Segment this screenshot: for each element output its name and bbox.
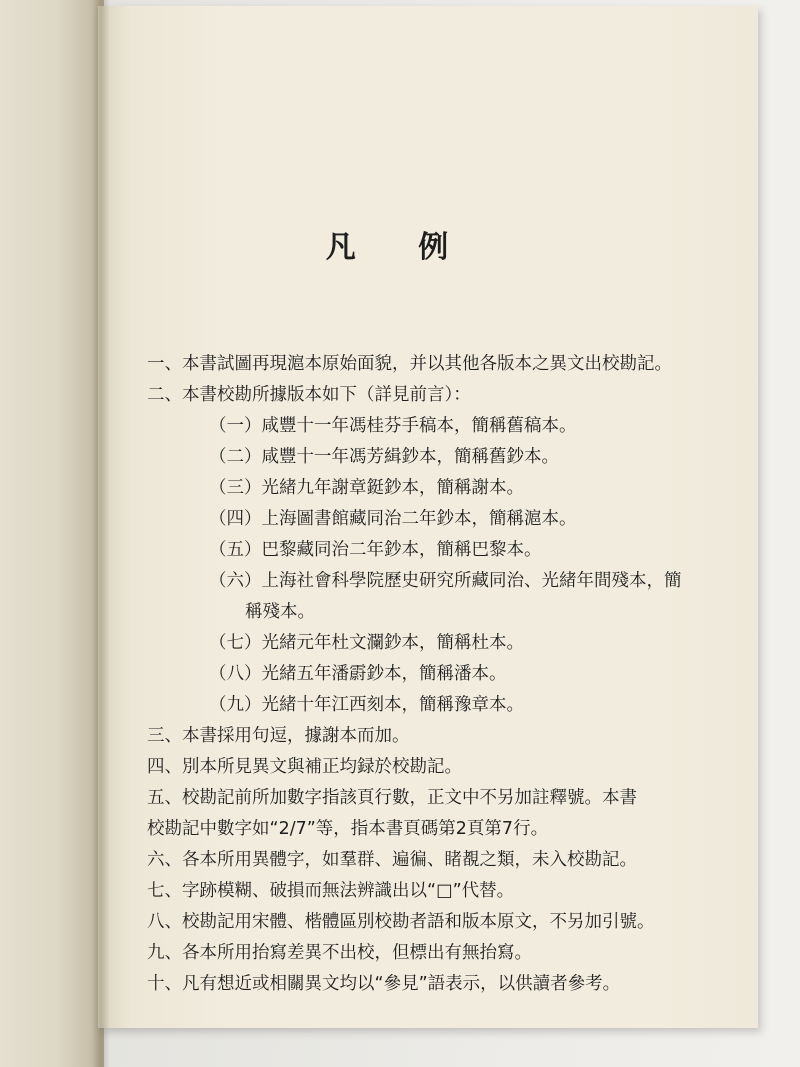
list-item: （六）上海社會科學院歷史研究所藏同治、光緒年間殘本，簡	[209, 571, 682, 591]
list-item: 八、校勘記用宋體、楷體區別校勘者語和版本原文，不另加引號。	[147, 912, 655, 932]
list-item: 一、本書試圖再現滬本原始面貌，并以其他各版本之異文出校勘記。	[147, 354, 672, 374]
list-item-continuation: 校勘記中數字如“2/7”等，指本書頁碼第2頁第7行。	[147, 819, 549, 839]
list-item: 四、別本所見異文與補正均録於校勘記。	[147, 757, 462, 777]
list-item: （七）光緒元年杜文瀾鈔本，簡稱杜本。	[209, 633, 524, 653]
page-title: 凡 例	[325, 230, 475, 265]
left-page-edge	[0, 0, 104, 1067]
list-item: （二）咸豐十一年馮芳緝鈔本，簡稱舊鈔本。	[209, 447, 559, 467]
rules-list	[147, 349, 707, 1000]
list-item: 三、本書採用句逗，據謝本而加。	[147, 726, 410, 746]
list-item: （八）光緒五年潘霨鈔本，簡稱潘本。	[209, 664, 507, 684]
list-item: 二、本書校勘所據版本如下（詳見前言）：	[147, 385, 471, 405]
list-item: 十、凡有想近或相關異文均以“參見”語表示，以供讀者參考。	[147, 974, 621, 994]
list-item: 六、各本所用異體字，如羣群、遍徧、睹覩之類，未入校勘記。	[147, 850, 637, 870]
list-item: 七、字跡模糊、破損而無法辨識出以“□”代替。	[147, 881, 515, 901]
list-item: （一）咸豐十一年馮桂芬手稿本，簡稱舊稿本。	[209, 416, 577, 436]
list-item-continuation: 稱殘本。	[245, 602, 315, 622]
list-item: （四）上海圖書館藏同治二年鈔本，簡稱滬本。	[209, 509, 577, 529]
list-item: （五）巴黎藏同治二年鈔本，簡稱巴黎本。	[209, 540, 542, 560]
list-item: 五、校勘記前所加數字指該頁行數，正文中不另加註釋號。本書	[147, 788, 637, 808]
list-item: （三）光緒九年謝章鋌鈔本，簡稱謝本。	[209, 478, 524, 498]
list-item: （九）光緒十年江西刻本，簡稱豫章本。	[209, 695, 524, 715]
list-item: 九、各本所用抬寫差異不出校，但標出有無抬寫。	[147, 943, 532, 963]
book-gutter	[92, 0, 110, 1067]
